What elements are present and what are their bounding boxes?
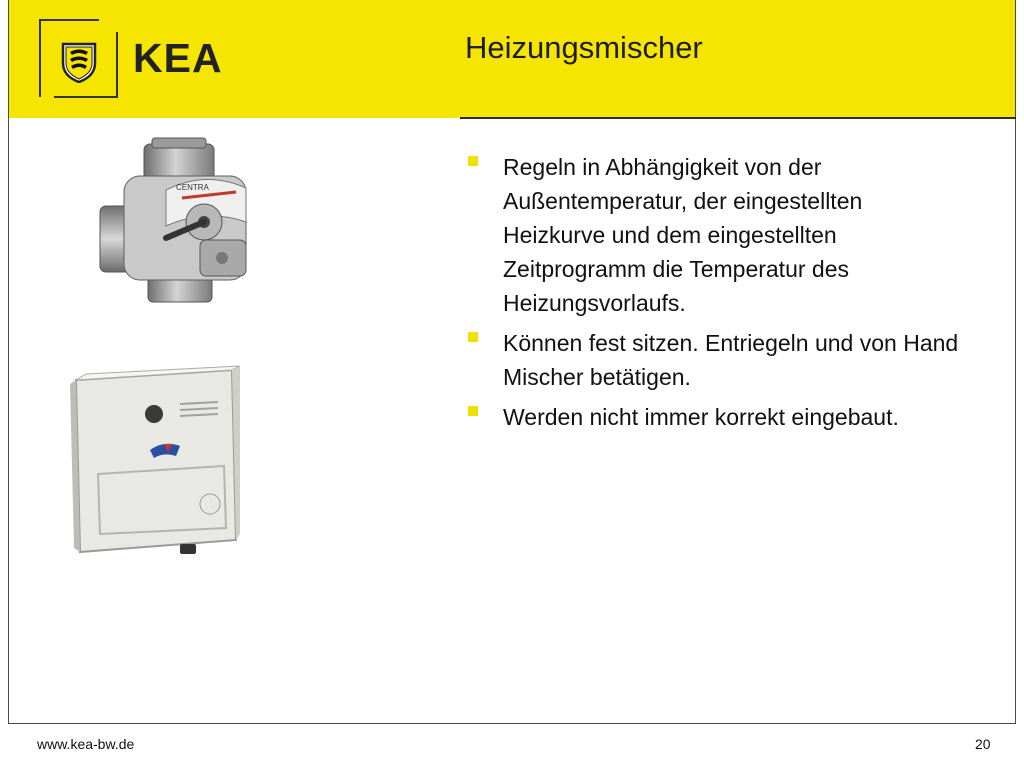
header-divider — [460, 117, 1016, 119]
bullet-marker-icon — [468, 406, 478, 416]
footer-url: www.kea-bw.de — [37, 736, 135, 752]
kea-logo: KEA — [133, 35, 223, 81]
bullet-text: Werden nicht immer korrekt eingebaut. — [503, 404, 899, 430]
bullet-marker-icon — [468, 156, 478, 166]
bullet-list — [468, 150, 968, 440]
bullet-item — [468, 326, 968, 394]
bullet-marker-icon — [468, 332, 478, 342]
mixer-valve-photo — [96, 130, 256, 310]
actuator-photo — [68, 362, 240, 562]
bullet-item — [468, 150, 968, 320]
bullet-text: Können fest sitzen. Entriegeln und von Hand Mischer betätigen. — [503, 330, 959, 390]
slide-title: Heizungsmischer — [465, 30, 703, 65]
page-number: 20 — [975, 736, 991, 752]
mixer-brand-label: CENTRA — [176, 183, 209, 192]
bullet-text: Regeln in Abhängigkeit von der Außentemperatur, der eingestellten Heizkurve und dem eingestellten Zeitprogramm die Temperatur des Heizungsvorlaufs. — [503, 154, 863, 316]
bullet-item — [468, 400, 968, 434]
coat-of-arms-icon — [60, 41, 98, 83]
